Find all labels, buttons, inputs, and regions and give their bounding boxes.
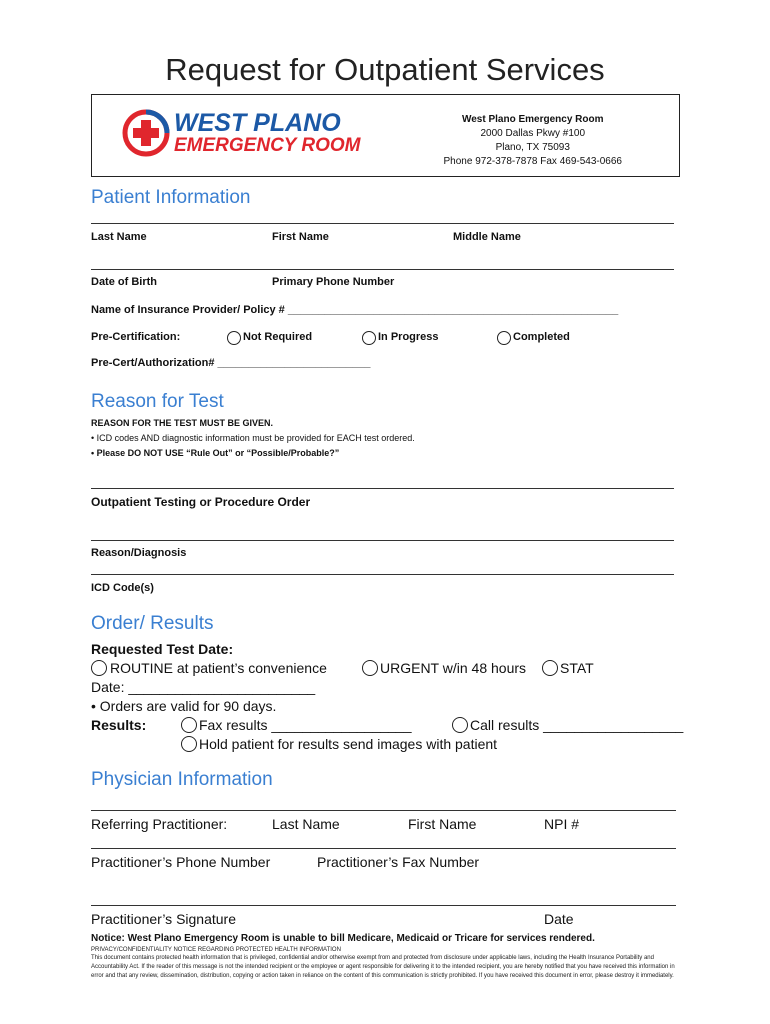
results-label: Results: [91,717,147,733]
physician-heading: Physician Information [91,769,273,790]
icd-instruction: • ICD codes AND diagnostic information must be provided for EACH test ordered. [91,433,415,443]
patient-info-heading: Patient Information [91,187,251,208]
not-required-radio[interactable] [227,331,241,345]
medical-cross-icon [122,109,170,157]
primary-phone-label: Primary Phone Number [272,276,395,288]
order-field[interactable] [91,488,674,489]
completed-label: Completed [513,331,570,343]
in-progress-label: In Progress [378,331,439,343]
requested-date-label: Requested Test Date: [91,641,234,657]
practitioner-phone-fax-field[interactable] [91,848,676,849]
practitioner-last-name-label: Last Name [272,816,340,832]
call-results-label: Call results __________________ [470,717,684,733]
signature-field[interactable] [91,905,676,906]
routine-label: ROUTINE at patient’s convenience [110,660,327,676]
diagnosis-label: Reason/Diagnosis [91,547,187,559]
last-name-label: Last Name [91,231,147,243]
privacy-body: This document contains protected health information that is privileged, confidential and/or otherwise exempt from and protected from disclosure under applicable laws, including the Health Insurance Portability and Accountability Act. If the reader of this message is not the intended recipient or the employee or agent responsible for delivering it to the intended recipient, you are hereby notified that you have received this information in error and that any review, dissemination, distribution, copying or action taken in reliance on the content of this communication is strictly prohibited. If you have received this document in error, please destroy it immediately. [91,955,675,979]
hold-patient-label: Hold patient for results send images with patient [199,736,498,752]
page-title: Request for Outpatient Services [165,52,605,87]
reason-heading: Reason for Test [91,391,224,412]
call-results-radio[interactable] [452,717,468,733]
billing-notice: Notice: West Plano Emergency Room is unable to bill Medicare, Medicaid or Tricare for services rendered. [91,933,595,944]
signature-date-label: Date [544,911,574,927]
in-progress-radio[interactable] [362,331,376,345]
reason-required-note: REASON FOR THE TEST MUST BE GIVEN. [91,418,274,428]
order-heading: Order/ Results [91,613,214,634]
npi-label: NPI # [544,816,580,832]
practitioner-name-field[interactable] [91,810,676,811]
practitioner-fax-label: Practitioner’s Fax Number [317,854,480,870]
urgent-radio[interactable] [362,660,378,676]
hold-patient-radio[interactable] [181,736,197,752]
order-label: Outpatient Testing or Procedure Order [91,495,311,509]
facility-address [444,113,622,169]
diagnosis-field[interactable] [91,540,674,541]
patient-name-field[interactable] [91,223,674,224]
validity-note: • Orders are valid for 90 days. [91,698,277,714]
insurance-field[interactable]: Name of Insurance Provider/ Policy # ______________________________________________________ [91,304,619,316]
not-required-label: Not Required [243,331,313,343]
logo-text-line2: EMERGENCY ROOM [174,135,361,156]
dob-label: Date of Birth [91,276,157,288]
stat-label: STAT [560,660,594,676]
phone-fax: Phone 972-378-7878 Fax 469-543-0666 [443,156,622,167]
rule-out-instruction: • Please DO NOT USE “Rule Out” or “Possible/Probable?” [91,448,340,458]
precert-auth-field[interactable]: Pre-Cert/Authorization# _________________________ [91,357,371,369]
address-line2: Plano, TX 75093 [495,142,570,153]
icd-field[interactable] [91,574,674,575]
middle-name-label: Middle Name [453,231,521,243]
logo-text-line1: WEST PLANO [174,109,341,137]
dob-phone-field[interactable] [91,269,674,270]
practitioner-phone-label: Practitioner’s Phone Number [91,854,271,870]
first-name-label: First Name [272,231,329,243]
practitioner-first-name-label: First Name [408,816,477,832]
referring-label: Referring Practitioner: [91,816,228,832]
urgent-label: URGENT w/in 48 hours [380,660,527,676]
signature-label: Practitioner’s Signature [91,911,237,927]
fax-results-radio[interactable] [181,717,197,733]
date-field[interactable]: Date: ________________________ [91,679,316,695]
header-box [91,94,680,177]
facility-name: West Plano Emergency Room [461,114,604,125]
icd-label: ICD Code(s) [91,582,154,594]
fax-results-label: Fax results __________________ [199,717,412,733]
address-line1: 2000 Dallas Pkwy #100 [480,128,586,139]
precert-label: Pre-Certification: [91,331,181,343]
privacy-title: PRIVACY/CONFIDENTIALITY NOTICE REGARDING PROTECTED HEALTH INFORMATION [91,947,341,953]
routine-radio[interactable] [91,660,107,676]
stat-radio[interactable] [542,660,558,676]
completed-radio[interactable] [497,331,511,345]
logo [122,109,362,161]
